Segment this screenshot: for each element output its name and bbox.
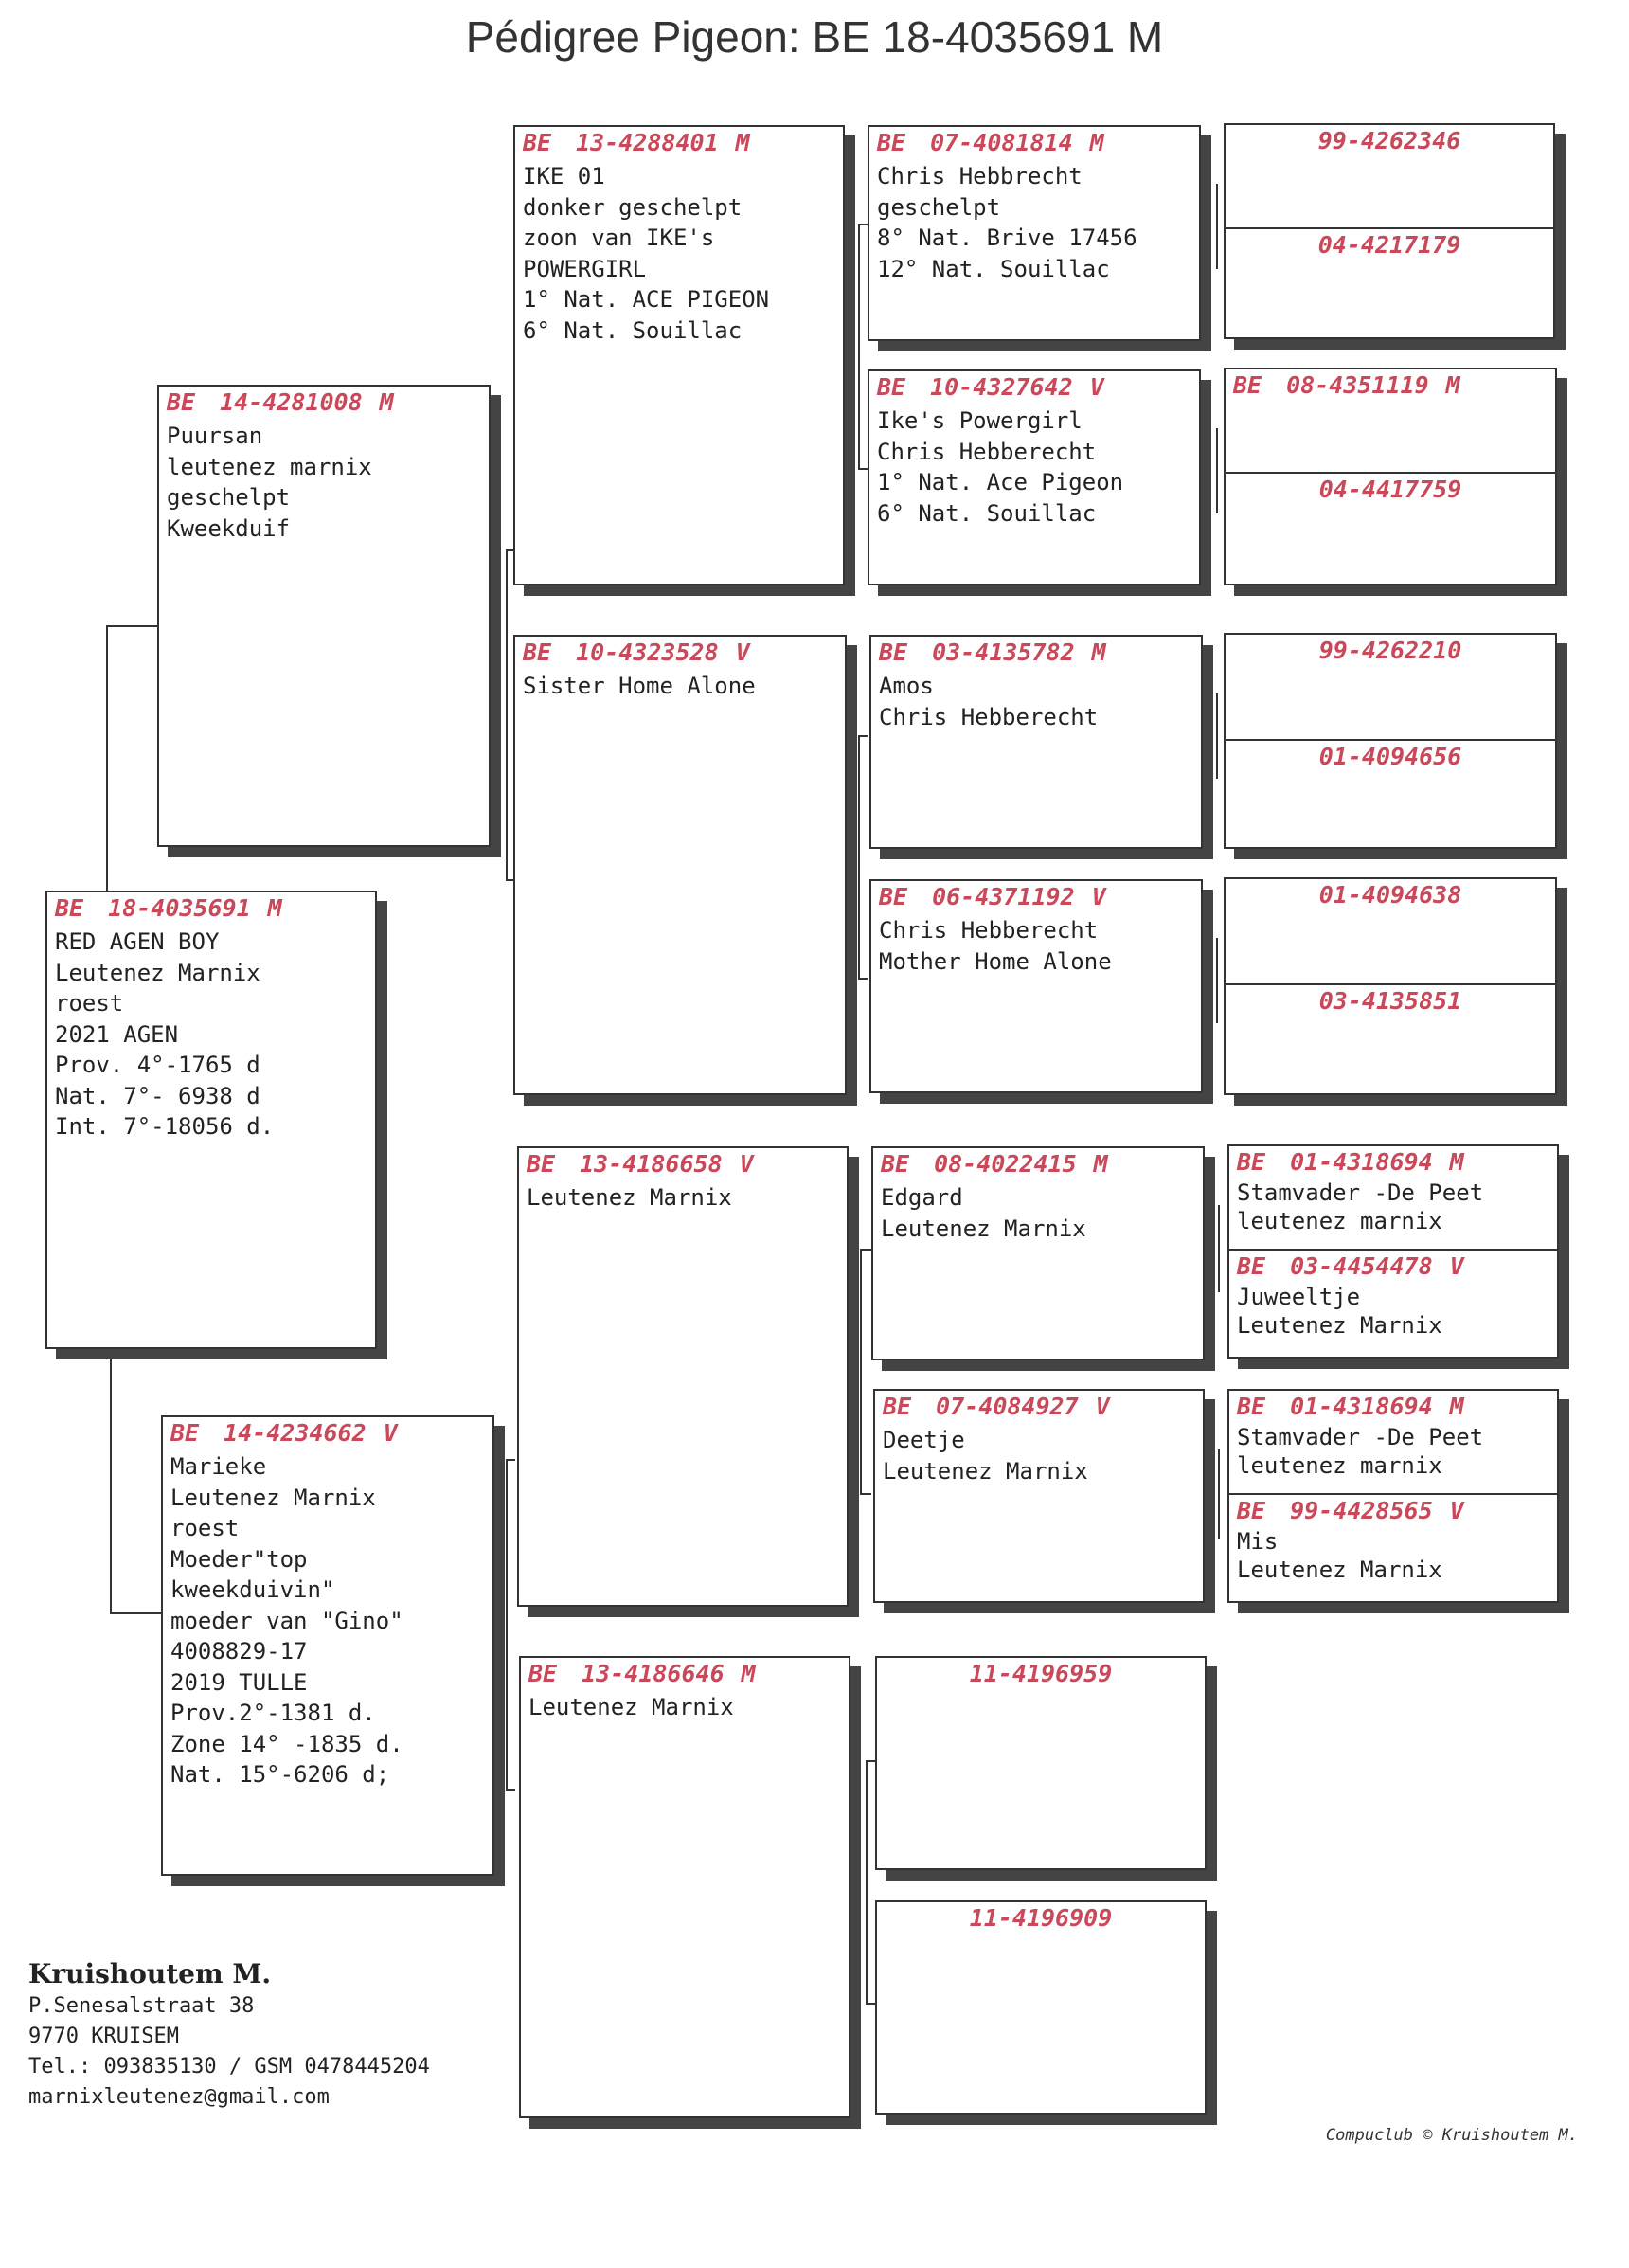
country-code: BE [879,639,908,666]
ancestor-entry [1224,472,1557,585]
ancestor-pair [1227,1144,1559,1359]
great-grandparent-card [875,1900,1207,2115]
sex-marker: M [735,129,750,156]
ring-number: 13-4186646 [582,1660,725,1687]
ring-number: 99-4428565 [1290,1497,1433,1524]
great-grandparent-card [875,1656,1207,1870]
owner-city: 9770 KRUISEM [28,2025,179,2048]
ring-number: 07-4084927 [936,1393,1079,1420]
ancestor-entry [1227,1389,1559,1495]
country-code: BE [1237,1252,1266,1280]
ancestor-pair [1224,633,1557,849]
info-line: 6° Nat. Souillac [877,499,1097,527]
sex-marker: V [1095,1393,1110,1420]
info-line: Leutenez Marnix [528,1694,734,1720]
sex-marker: V [735,639,750,666]
country-code: BE [527,1150,556,1178]
ring-number: 08-4351119 [1286,371,1429,399]
great-grandparent-card [868,369,1201,585]
info-line: leutenez marnix [1237,1208,1442,1234]
info-line: Nat. 7°- 6938 d [55,1082,260,1109]
great-grandparent-card [868,125,1201,341]
ancestor-entry [1224,983,1557,1095]
country-code: BE [883,1393,912,1420]
sex-marker: M [267,894,282,922]
sex-marker: M [1449,1393,1464,1420]
sex-marker: V [383,1419,398,1447]
sex-marker: M [379,388,394,416]
granddam-maternal-card [519,1656,850,2118]
info-line: donker geschelpt [523,193,743,221]
ancestor-pair [1224,368,1557,585]
mother-card [161,1415,494,1876]
ancestor-entry [1224,739,1557,849]
grandsire-paternal-card [513,125,845,585]
great-grandparent-card [873,1389,1205,1603]
info-line: Mother Home Alone [879,947,1112,975]
ring-number: 10-4327642 [930,373,1073,401]
info-line: 8° Nat. Brive 17456 [877,225,1137,251]
info-line: leutenez marnix [167,453,372,480]
ring-number: 03-4454478 [1290,1252,1433,1280]
info-line: Leutenez Marnix [170,1484,376,1511]
ring-number: 99-4262346 [1317,127,1461,154]
info-line: 1° Nat. Ace Pigeon [877,469,1124,495]
info-line: roest [55,990,124,1017]
info-line: Prov.2°-1381 d. [170,1700,376,1726]
country-code: BE [523,639,552,666]
country-code: BE [1233,371,1262,399]
subject-pigeon-card [45,891,377,1349]
sex-marker: M [1093,1150,1108,1178]
info-line: Chris Hebberecht [879,703,1099,730]
ancestor-entry [1227,1144,1559,1251]
owner-phone: Tel.: 093835130 / GSM 0478445204 [28,2055,430,2079]
ancestor-entry [1224,123,1555,229]
great-grandparent-card [869,635,1203,849]
info-line: leutenez marnix [1237,1452,1442,1479]
country-code: BE [1237,1497,1266,1524]
ring-number: 18-4035691 [108,894,251,922]
info-line: Chris Hebberecht [879,917,1099,944]
info-line: Stamvader -De Peet [1237,1424,1484,1450]
info-line: Zone 14° -1835 d. [170,1730,403,1757]
page-title: Pédigree Pigeon: BE 18-4035691 M [465,12,1164,62]
ring-number: 99-4262210 [1318,637,1462,664]
info-line: POWERGIRL [523,255,647,282]
info-line: 6° Nat. Souillac [523,316,743,344]
sex-marker: V [739,1150,754,1178]
info-line: Ike's Powergirl [877,407,1083,434]
info-line: Stamvader -De Peet [1237,1179,1484,1206]
info-line: 1° Nat. ACE PIGEON [523,286,770,313]
sex-marker: V [1449,1497,1464,1524]
great-grandparent-card [871,1146,1205,1360]
ring-number: 04-4417759 [1318,476,1462,503]
ancestor-entry [1224,633,1557,741]
info-line: 2019 TULLE [170,1668,308,1696]
ring-number: 03-4135851 [1318,987,1462,1015]
info-line: Edgard [881,1184,963,1211]
sex-marker: M [741,1660,756,1687]
sex-marker: M [1091,639,1106,666]
ancestor-pair [1224,877,1557,1095]
ancestor-entry [1227,1493,1559,1603]
country-code: BE [877,129,906,156]
info-line: Prov. 4°-1765 d [55,1052,260,1078]
info-line: Leutenez Marnix [881,1215,1086,1242]
country-code: BE [879,883,908,910]
info-line: Leutenez Marnix [1237,1557,1442,1583]
sex-marker: V [1449,1252,1464,1280]
ring-number: 07-4081814 [930,129,1073,156]
ancestor-pair [1224,123,1555,339]
ring-number: 01-4094638 [1318,881,1462,909]
ring-number: 13-4288401 [576,129,719,156]
country-code: BE [1237,1393,1266,1420]
ancestor-pair [1227,1389,1559,1603]
country-code: BE [170,1419,200,1447]
info-line: Leutenez Marnix [527,1184,732,1211]
info-line: Leutenez Marnix [1237,1312,1442,1339]
ring-number: 01-4318694 [1290,1393,1433,1420]
info-line: Kweekduif [167,514,291,542]
info-line: kweekduivin" [170,1576,335,1603]
great-grandparent-card [869,879,1203,1093]
owner-contact [28,1957,430,2113]
info-line: 12° Nat. Souillac [877,255,1110,282]
info-line: 4008829-17 [170,1638,308,1665]
info-line: geschelpt [167,484,291,511]
info-line: Chris Hebberecht [877,438,1097,465]
granddam-paternal-card [513,635,847,1095]
info-line: Puursan [167,423,263,449]
info-line: Amos [879,673,934,699]
owner-address: P.Senesalstraat 38 [28,1994,255,2018]
ring-number: 10-4323528 [576,639,719,666]
ring-number: 11-4196909 [969,1904,1113,1932]
ring-number: 14-4234662 [224,1419,367,1447]
sex-marker: M [1089,129,1104,156]
ring-number: 01-4094656 [1318,743,1462,770]
info-line: Leutenez Marnix [55,959,260,986]
info-line: RED AGEN BOY [55,928,220,955]
info-line: Marieke [170,1453,267,1480]
ring-number: 01-4318694 [1290,1148,1433,1176]
ring-number: 11-4196959 [969,1660,1113,1687]
ring-number: 14-4281008 [220,388,363,416]
father-card [157,385,491,847]
info-line: Nat. 15°-6206 d; [170,1761,390,1788]
software-credit: Compuclub © Kruishoutem M. [1325,2126,1578,2145]
info-line: geschelpt [877,193,1001,221]
info-line: moeder van "Gino" [170,1607,403,1634]
grandsire-maternal-card [517,1146,849,1607]
info-line: Moeder"top [170,1545,308,1573]
info-line: Int. 7°-18056 d. [55,1113,275,1140]
info-line: Mis [1237,1528,1279,1555]
country-code: BE [523,129,552,156]
info-line: Juweeltje [1237,1284,1361,1310]
ring-number: 03-4135782 [932,639,1075,666]
info-line: Leutenez Marnix [883,1457,1088,1485]
info-line: Chris Hebbrecht [877,163,1083,189]
country-code: BE [167,388,196,416]
info-line: IKE 01 [523,163,605,189]
sex-marker: M [1445,371,1460,399]
ancestor-entry [1224,227,1555,339]
ring-number: 13-4186658 [580,1150,723,1178]
info-line: zoon van IKE's [523,225,715,251]
country-code: BE [877,373,906,401]
owner-email: marnixleutenez@gmail.com [28,2085,330,2109]
ancestor-entry [1224,877,1557,985]
sex-marker: V [1091,883,1106,910]
owner-name: Kruishoutem M. [28,1958,272,1989]
ring-number: 04-4217179 [1317,231,1461,259]
ring-number: 06-4371192 [932,883,1075,910]
ring-number: 08-4022415 [934,1150,1077,1178]
sex-marker: M [1449,1148,1464,1176]
ancestor-entry [1224,368,1557,474]
country-code: BE [528,1660,558,1687]
info-line: Deetje [883,1427,965,1453]
info-line: roest [170,1515,240,1541]
country-code: BE [881,1150,910,1178]
ancestor-entry [1227,1249,1559,1359]
info-line: Sister Home Alone [523,673,756,699]
sex-marker: V [1089,373,1104,401]
info-line: 2021 AGEN [55,1020,179,1048]
country-code: BE [1237,1148,1266,1176]
country-code: BE [55,894,84,922]
